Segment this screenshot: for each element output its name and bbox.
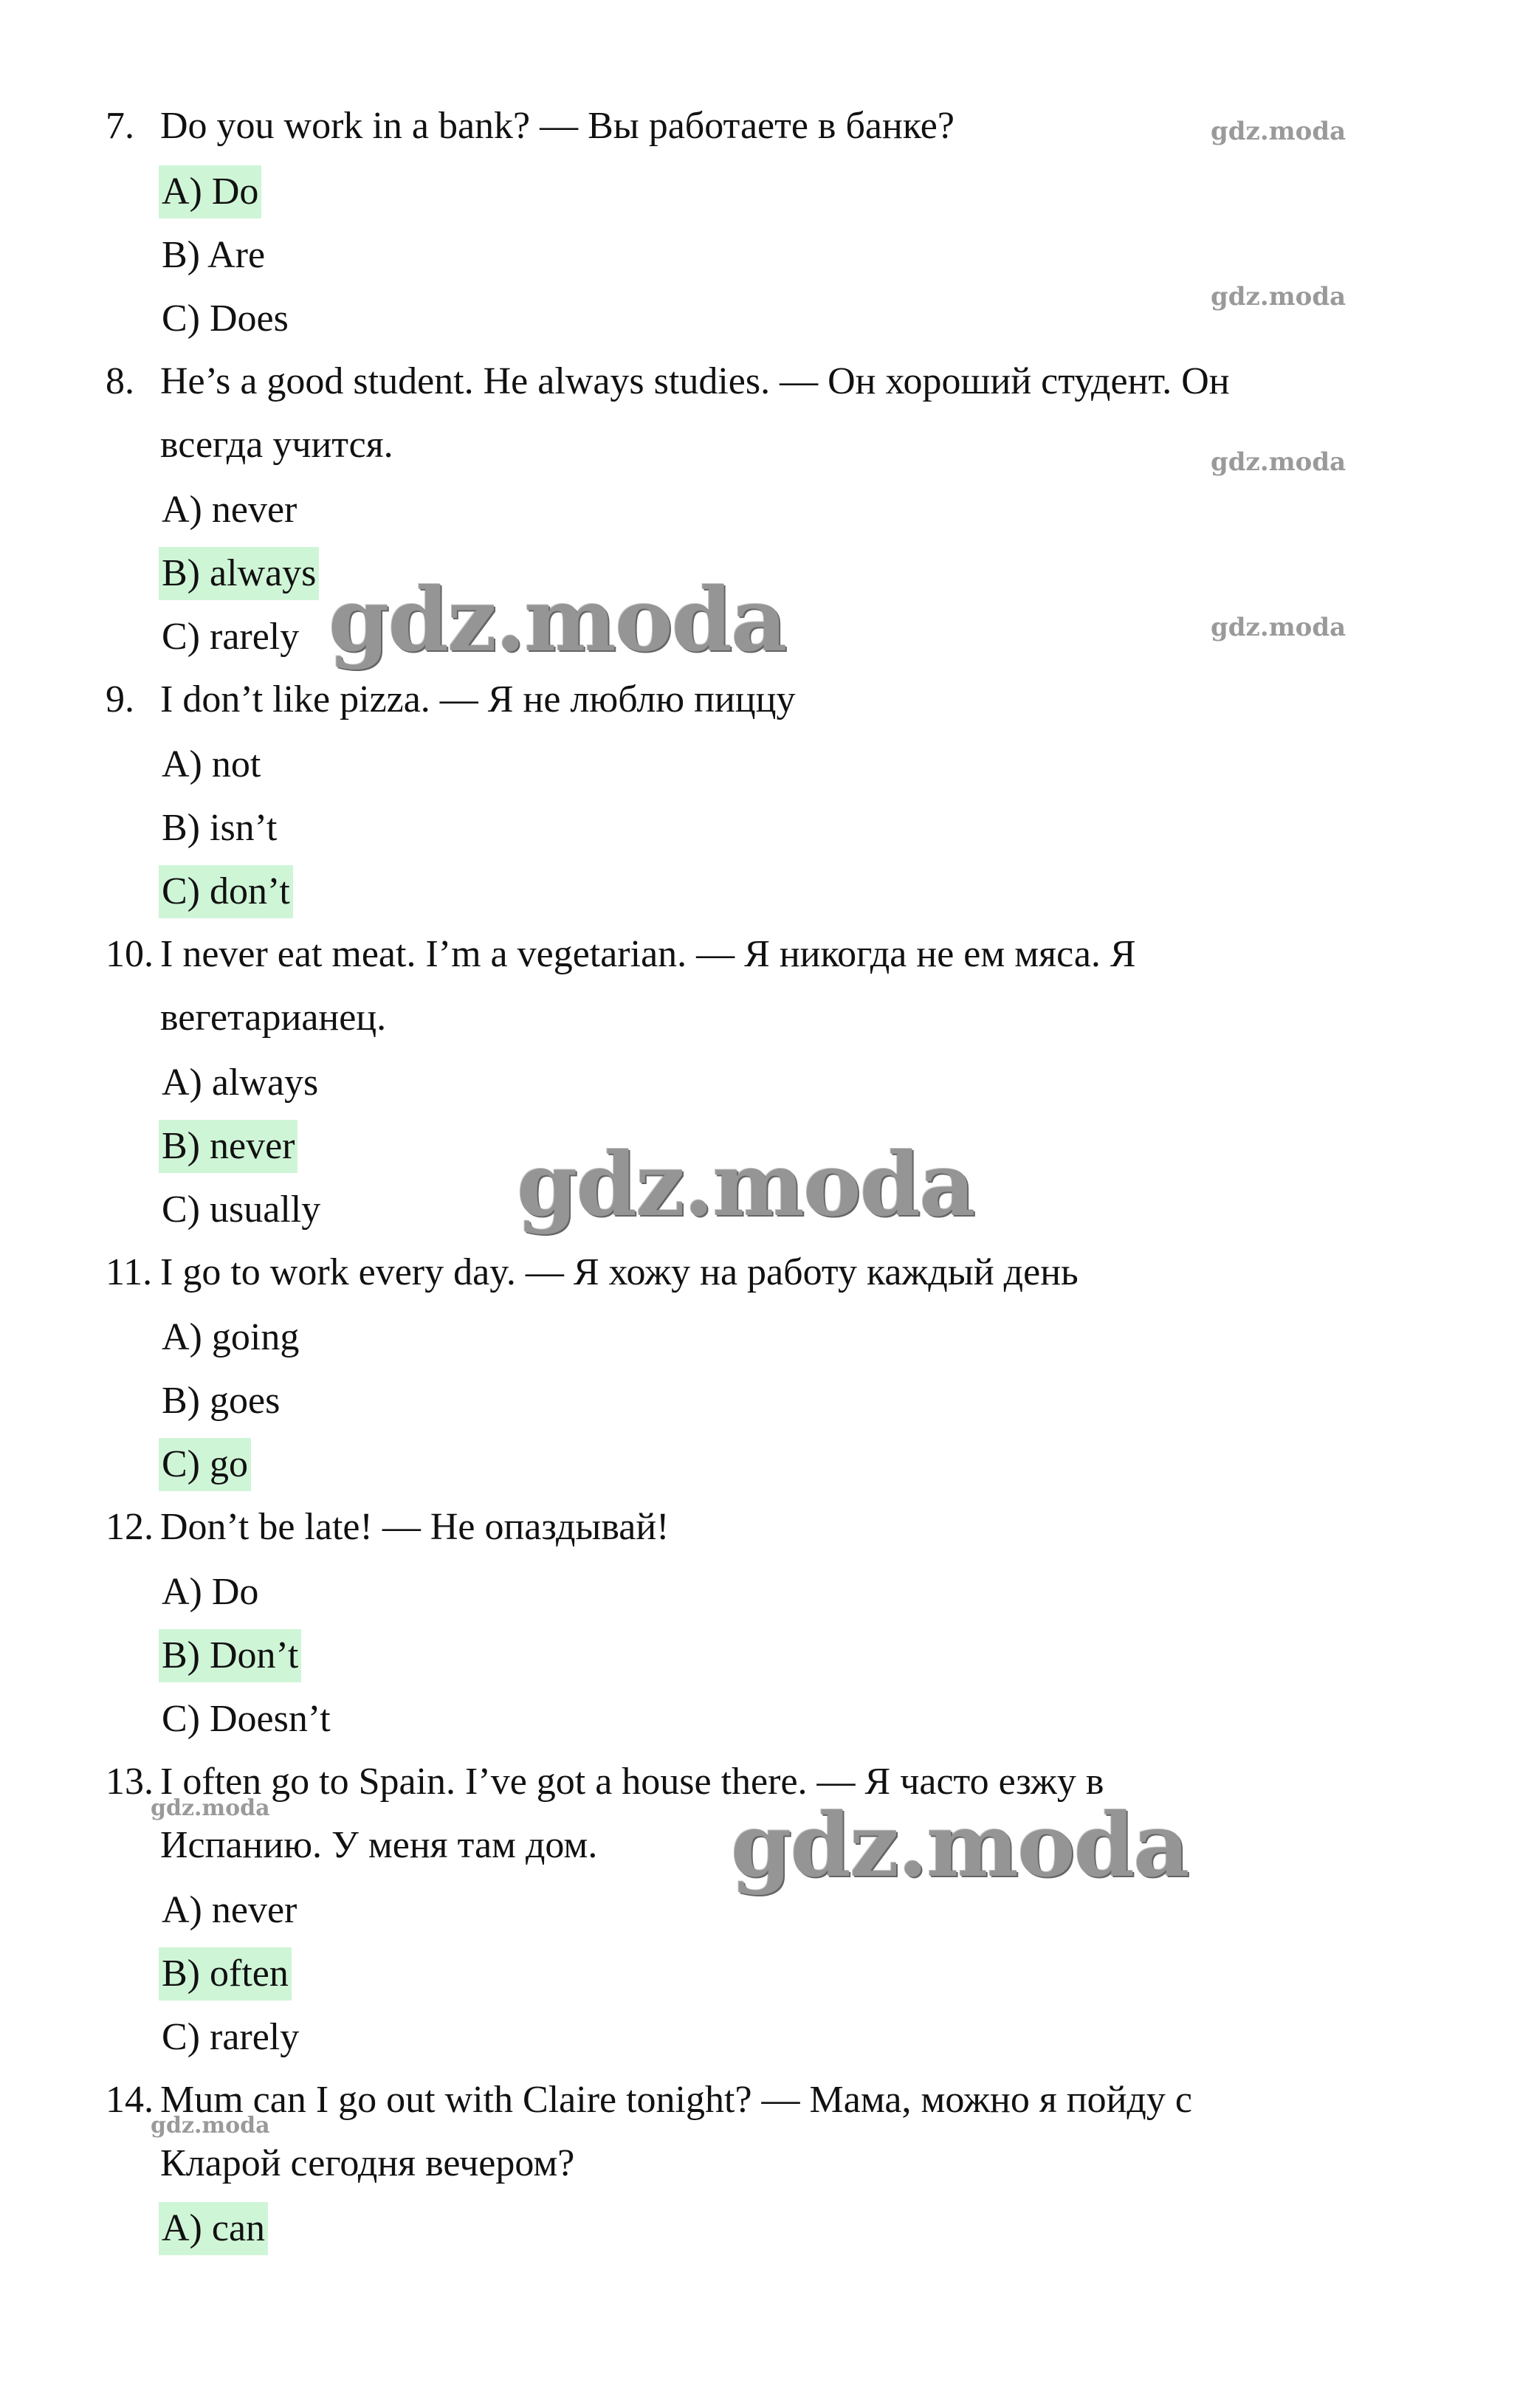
watermark-small: gdz.moda (1211, 282, 1346, 312)
question-text: I go to work every day. — Я хожу на работу каждый день (160, 1251, 1079, 1293)
question-text-continued: всегда учится. (160, 424, 393, 466)
question-text: Don’t be late! — Не опаздывай! (160, 1506, 670, 1548)
question-text-continued: вегетарианец. (160, 997, 387, 1039)
question-text: Do you work in a bank? — Вы работаете в банке? (160, 105, 954, 147)
option-correct: B) always (159, 547, 319, 600)
question-number: 11. (106, 1251, 153, 1293)
option-correct: A) can (159, 2202, 268, 2255)
question-number: 12. (106, 1506, 154, 1548)
question-number: 10. (106, 933, 154, 975)
option: A) always (162, 1062, 319, 1104)
question-text-continued: Кларой сегодня вечером? (160, 2142, 575, 2184)
question-number: 13. (106, 1761, 154, 1803)
question-number: 8. (106, 360, 134, 402)
question-number: 14. (106, 2079, 154, 2121)
option: C) usually (162, 1188, 321, 1231)
question-text: I often go to Spain. I’ve got a house there. — Я часто езжу в (160, 1761, 1104, 1803)
option: A) Do (162, 1571, 259, 1613)
option: B) goes (162, 1380, 281, 1422)
question-11 (106, 1241, 1079, 1304)
watermark-large: gdz.moda (731, 1794, 1189, 1896)
question-text-continued: Испанию. У меня там дом. (160, 1824, 598, 1866)
option-correct: B) often (159, 1947, 292, 2001)
option: A) going (162, 1316, 300, 1358)
question-number: 7. (106, 105, 134, 147)
watermark-small: gdz.moda (1211, 117, 1346, 146)
option: C) rarely (162, 616, 300, 658)
watermark-large: gdz.moda (328, 568, 786, 671)
watermark-small: gdz.moda (151, 1795, 270, 1821)
question-text: I never eat meat. I’m a vegetarian. — Я никогда не ем мяса. Я (160, 933, 1136, 975)
question-number: 9. (106, 678, 134, 720)
option-correct: A) Do (159, 165, 261, 219)
option: A) never (162, 1889, 297, 1931)
watermark-small: gdz.moda (1211, 447, 1346, 477)
question-9 (106, 668, 795, 732)
option-correct: B) Don’t (159, 1629, 301, 1682)
question-10 (106, 923, 1136, 986)
question-text: I don’t like pizza. — Я не люблю пиццу (160, 678, 796, 720)
option: C) Doesn’t (162, 1698, 331, 1740)
option-correct: B) never (159, 1120, 297, 1173)
option: C) rarely (162, 2016, 300, 2058)
watermark-small: gdz.moda (151, 2113, 270, 2139)
option: B) isn’t (162, 807, 278, 849)
option: B) Are (162, 234, 266, 276)
option-correct: C) don’t (159, 865, 293, 918)
question-text: Mum can I go out with Claire tonight? — Мама, можно я пойду с (160, 2079, 1192, 2121)
question-8 (106, 350, 1230, 413)
option: A) never (162, 489, 297, 531)
option: C) Does (162, 297, 289, 340)
option: A) not (162, 743, 261, 785)
question-text: He’s a good student. He always studies. — Он хороший студент. Он (160, 360, 1230, 402)
watermark-large: gdz.moda (517, 1133, 974, 1236)
watermark-small: gdz.moda (1211, 613, 1346, 642)
question-12 (106, 1496, 669, 1559)
question-7 (106, 94, 954, 158)
option-correct: C) go (159, 1438, 251, 1491)
